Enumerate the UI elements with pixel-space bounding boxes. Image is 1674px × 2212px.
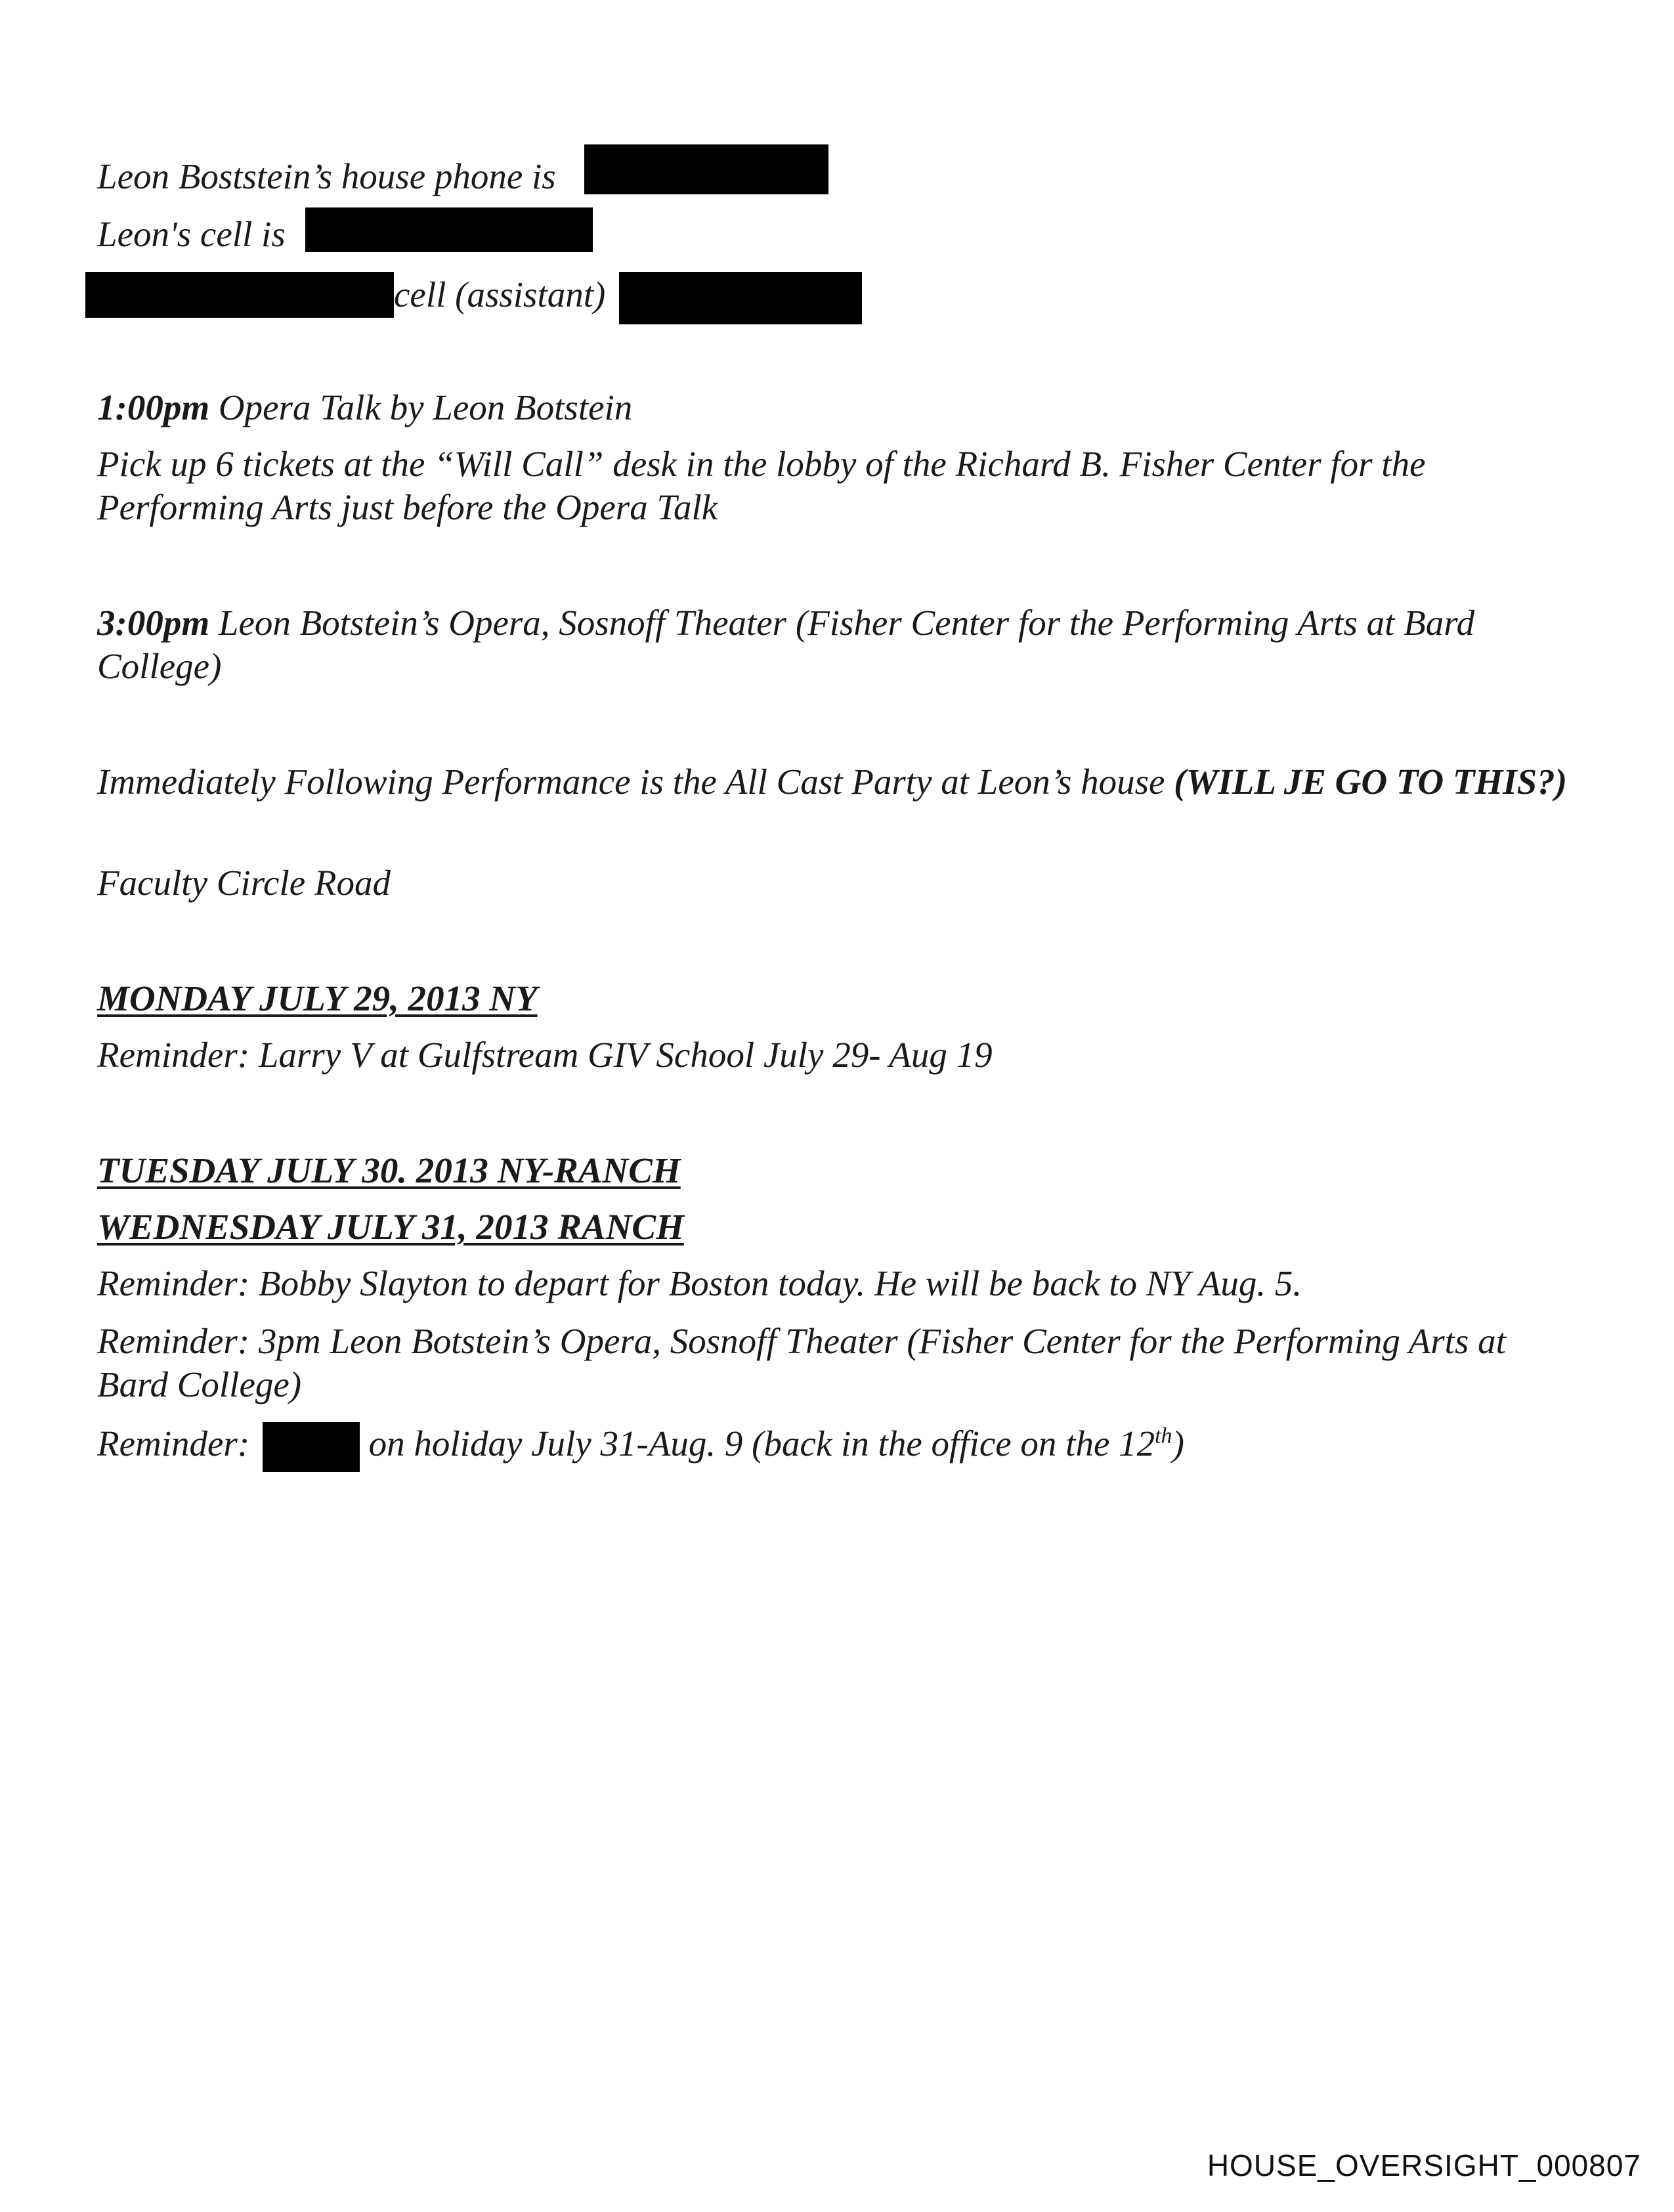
redaction-block [619,272,862,324]
redaction-block [305,207,593,252]
opera-talk-line [97,386,632,429]
bates-number: HOUSE_OVERSIGHT_000807 [1207,2148,1641,2182]
cast-party-text: Immediately Following Performance is the All Cast Party at Leon’s house [97,762,1174,802]
reminder-slayton: Reminder: Bobby Slayton to depart for Boston today. He will be back to NY Aug. 5. [97,1263,1302,1303]
redaction-block [85,272,394,318]
opera-time: 3:00pm [97,603,210,643]
cell-line [97,213,286,256]
house-phone-label: Leon Boststein’s house phone is [97,156,556,196]
reminder-holiday-prefix: Reminder: [97,1423,259,1464]
cell-label: Leon's cell is [97,214,286,254]
reminder-holiday-close: ) [1172,1423,1184,1464]
opera-text: Leon Botstein’s Opera, Sosnoff Theater (Fisher Center for the Performing Arts at Bard College) [97,603,1475,686]
assistant-cell-line [394,273,605,316]
opera-paragraph [97,601,1574,688]
monday-heading: MONDAY JULY 29, 2013 NY [97,978,538,1018]
opera-talk-title: Opera Talk by Leon Botstein [209,387,633,427]
reminder-opera: Reminder: 3pm Leon Botstein’s Opera, Sosnoff Theater (Fisher Center for the Performing Arts at Bard College) [97,1321,1506,1404]
reminder-holiday-superscript: th [1155,1423,1172,1448]
reminder-holiday [97,1422,1184,1472]
cast-party-paragraph [97,760,1574,804]
wednesday-heading: WEDNESDAY JULY 31, 2013 RANCH [97,1207,684,1247]
monday-reminder: Reminder: Larry V at Gulfstream GIV School July 29- Aug 19 [97,1035,993,1075]
cast-party-location: Faculty Circle Road [97,863,391,903]
redaction-block [263,1422,360,1472]
redaction-block [584,144,828,194]
reminder-holiday-suffix: on holiday July 31-Aug. 9 (back in the office on the 12 [359,1423,1155,1464]
tuesday-heading: TUESDAY JULY 30. 2013 NY-RANCH [97,1150,681,1190]
tickets-paragraph: Pick up 6 tickets at the “Will Call” desk in the lobby of the Richard B. Fisher Center for the Performing Arts just before the Opera Talk [97,444,1426,527]
cast-party-question: (WILL JE GO TO THIS?) [1174,762,1568,802]
assistant-cell-label: cell (assistant) [394,274,606,314]
opera-talk-time: 1:00pm [97,387,210,427]
house-phone-line [97,155,556,198]
